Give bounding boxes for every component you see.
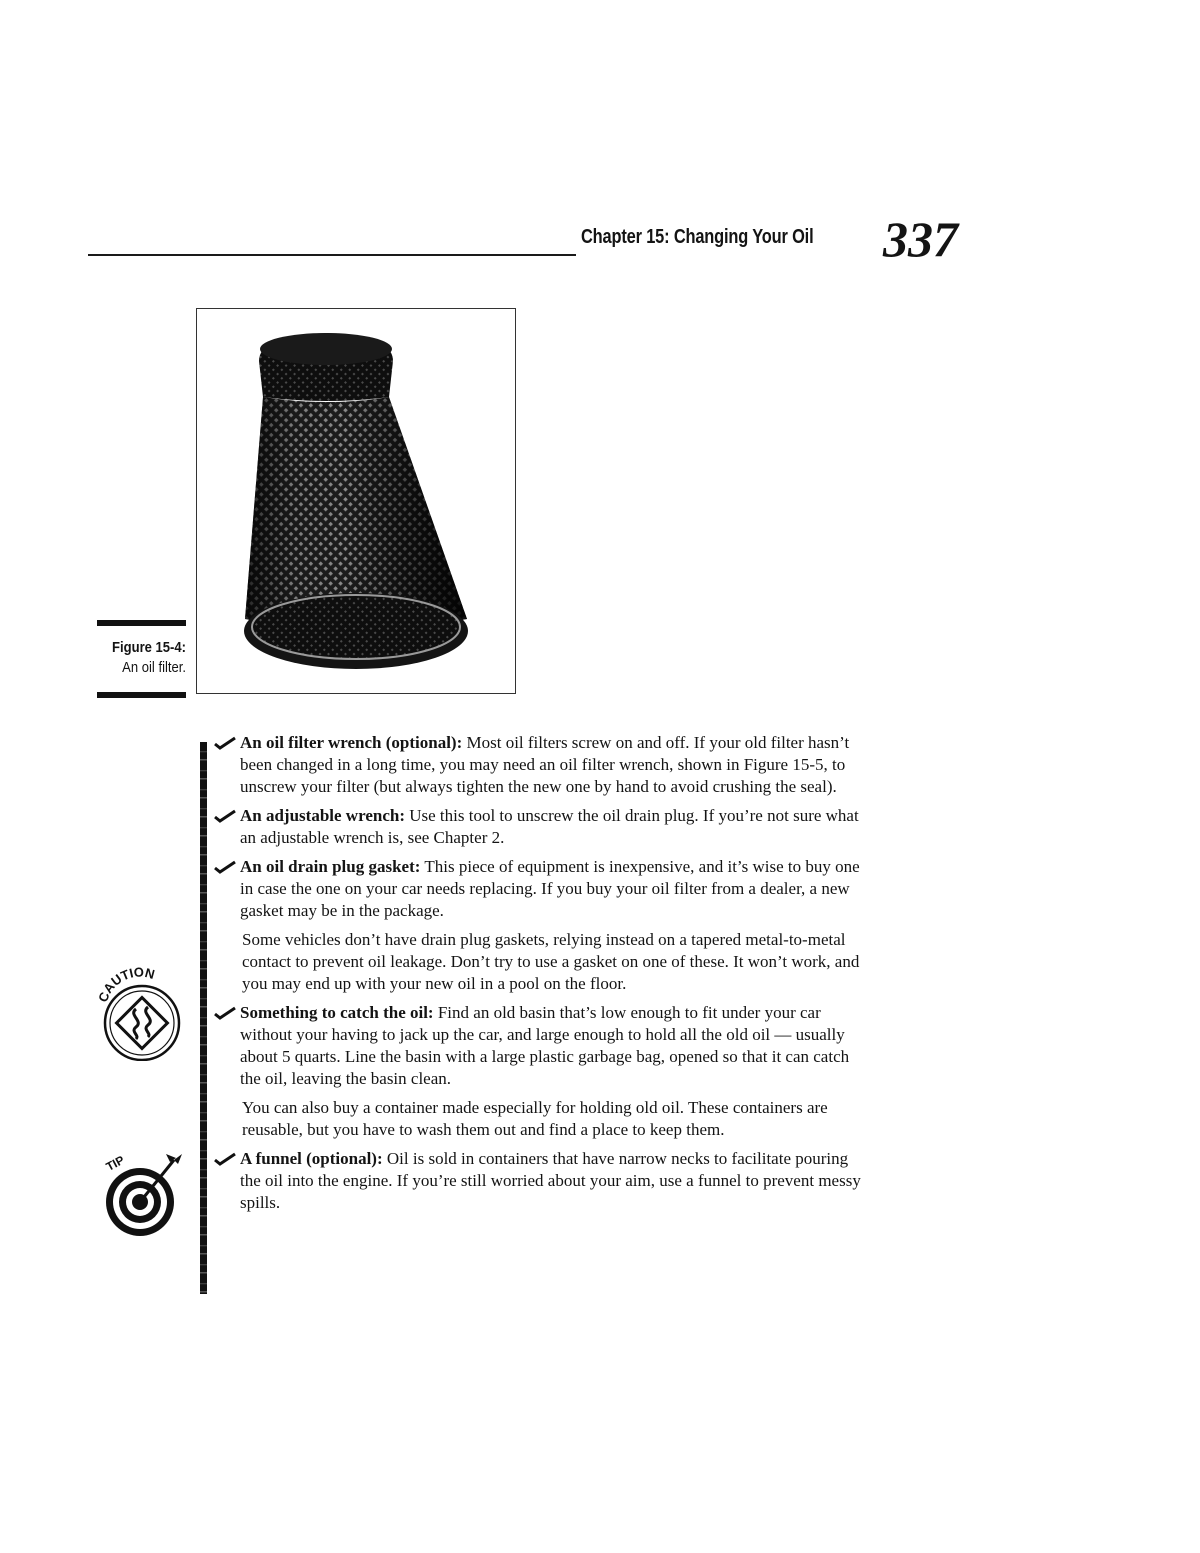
checkmark-icon [214, 1006, 236, 1020]
list-item [214, 805, 864, 849]
item-heading: Something to catch the oil: [240, 1003, 434, 1022]
page-number: 337 [883, 211, 958, 267]
caption-rule-top [97, 620, 186, 626]
caution-icon [92, 965, 186, 1066]
figure-label: Figure 15-4: [112, 640, 186, 656]
item-heading: An oil drain plug gasket: [240, 857, 421, 876]
equipment-list [214, 732, 864, 1221]
item-text: Find an old basin that’s low enough to fit under your car without your having to jack up the car, and large enough to hold all the old oil — usually about 5 quarts. Line the basin with a large plastic garbage bag, opened so that it can catch the oil, leaving the basin clean. [240, 1003, 850, 1088]
list-item [214, 856, 864, 922]
item-text: Use this tool to unscrew the oil drain plug. If you’re not sure what an adjustable wrench is, see Chapter 2. [240, 806, 859, 847]
item-text: Oil is sold in containers that have narrow necks to facilitate pouring the oil into the engine. If you’re still worried about your aim, use a funnel to prevent messy spills. [240, 1149, 861, 1212]
list-item [214, 1148, 864, 1214]
header-rule [88, 254, 576, 256]
list-item [214, 1002, 864, 1090]
checkmark-icon [214, 809, 236, 823]
caption-rule-bottom [97, 692, 186, 698]
tip-note: You can also buy a container made especially for holding old oil. These containers are reusable, but you have to wash them out and find a place to keep them. [242, 1098, 828, 1139]
caution-note: Some vehicles don’t have drain plug gaskets, relying instead on a tapered metal-to-metal contact to prevent oil leakage. Don’t try to use a gasket on one of these. It won’t work, and you may end up with your new oil in a pool on the floor. [242, 930, 860, 993]
figure-oil-filter [196, 308, 516, 694]
figure-caption-text: An oil filter. [122, 660, 186, 676]
checkmark-icon [214, 736, 236, 750]
svg-text:TIP: TIP [103, 1152, 127, 1174]
item-text: This piece of equipment is inexpensive, and it’s wise to buy one in case the one on your car needs replacing. If you buy your oil filter from a dealer, a new gasket may be in the package. [240, 857, 860, 920]
sidebar-bar [200, 742, 207, 1294]
checkmark-icon [214, 860, 236, 874]
figure-caption [100, 638, 186, 678]
item-heading: A funnel (optional): [240, 1149, 383, 1168]
oil-filter-illustration [197, 309, 515, 693]
item-heading: An oil filter wrench (optional): [240, 733, 463, 752]
list-item [214, 732, 864, 798]
chapter-title: Chapter 15: Changing Your Oil [581, 226, 814, 248]
tip-icon [100, 1148, 190, 1245]
svg-text:CAUTION: CAUTION [95, 965, 157, 1005]
item-heading: An adjustable wrench: [240, 806, 405, 825]
checkmark-icon [214, 1152, 236, 1166]
item-text: Most oil filters screw on and off. If your old filter hasn’t been changed in a long time, you may need an oil filter wrench, shown in Figure 15-5, to unscrew your filter (but always tighten the new one by hand to avoid crushing the seal). [240, 733, 850, 796]
